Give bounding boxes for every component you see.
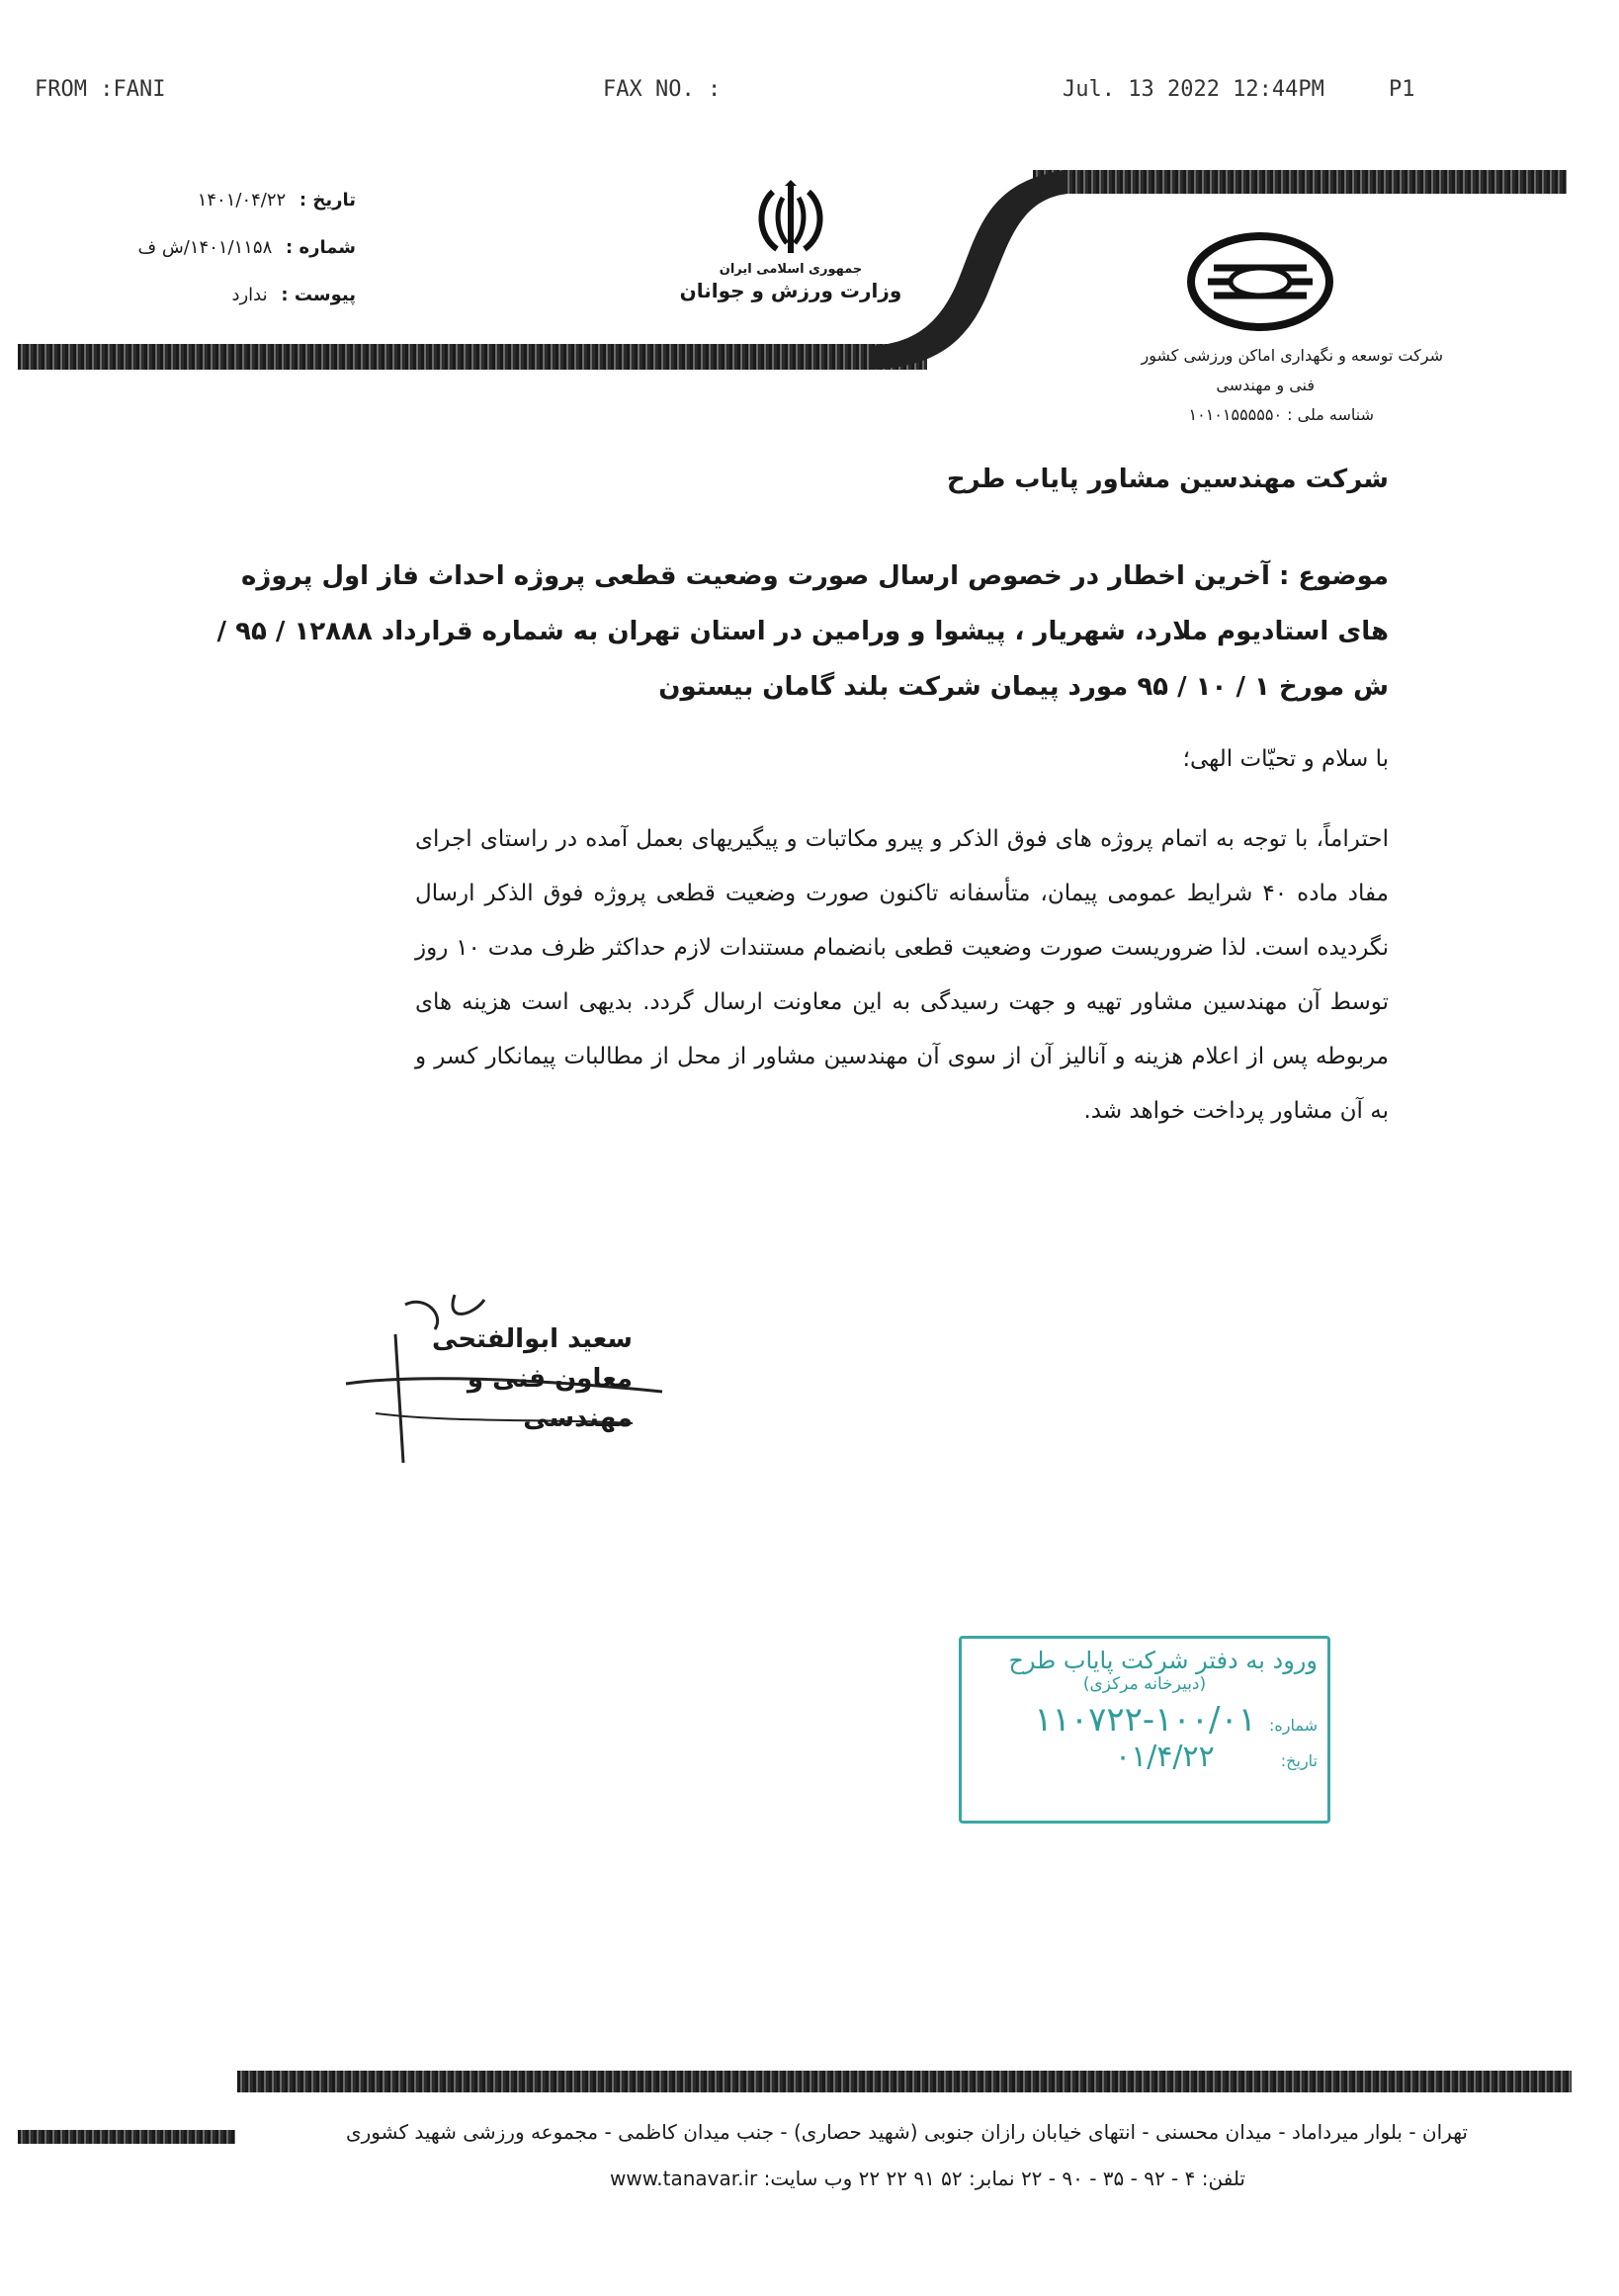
- header-stripe-right: [1033, 170, 1567, 194]
- fax-number: FAX NO. :: [603, 77, 722, 102]
- header-stripe-left: [18, 344, 927, 370]
- meta-attachment-row: [59, 285, 356, 305]
- iran-emblem-icon: [751, 180, 830, 259]
- meta-number-row: [59, 237, 356, 258]
- meta-date-label: تاریخ :: [298, 190, 356, 211]
- fax-page: P1: [1389, 77, 1415, 102]
- stamp-subtitle: (دبیرخانه مرکزی): [1082, 1674, 1207, 1694]
- letter-body: احتراماً، با توجه به اتمام پروژه های فوق الذکر و پیرو مکاتبات و پیگیریهای بعمل آمده در راستای اجرای مفاد ماده ۴۰ شرایط عمومی پیمان، متأسفانه تاکنون صورت وضعیت قطعی پروژه فوق الذکر ارسال نگردیده است. لذا ضروریست صورت وضعیت قطعی بانضمام مستندات لازم حداکثر ظرف مدت ۱۰ روز توسط آن مهندسین مشاور تهیه و جهت رسیدگی به این معاونت ارسال گردد. بدیهی است هزینه های مربوطه پس از اعلام هزینه و آنالیز آن از سوی آن مهندسین مشاور از محل از مطالبات پیمانکار کسر و به آن مشاور پرداخت خواهد شد.: [415, 826, 1390, 1124]
- company-logo-icon: [1186, 232, 1334, 331]
- meta-date-value: ۱۴۰۱/۰۴/۲۲: [197, 190, 287, 211]
- company-dept: فنی و مهندسی: [1216, 376, 1315, 394]
- recipient: شرکت مهندسین مشاور پایاب طرح: [946, 465, 1389, 494]
- received-stamp: [959, 1636, 1330, 1824]
- fax-header: [30, 69, 1413, 109]
- ministry-title: وزارت ورزش و جوانان: [679, 279, 902, 302]
- meta-number-label: شماره :: [286, 237, 356, 258]
- stamp-number-label: شماره:: [1268, 1716, 1318, 1735]
- signatory-title: معاون فنی و مهندسی: [467, 1364, 633, 1433]
- footer-contact: تلفن: ۴ - ۹۲ - ۳۵ - ۹۰ - ۲۲ نمابر: ۵۲ ۹۱ ۲۲ ۲۲ وب سایت: www.tanavar.ir: [610, 2167, 1245, 2190]
- ministry-name-block: [672, 262, 909, 302]
- footer-stripe-top: [237, 2071, 1572, 2092]
- company-name: شرکت توسعه و نگهداری اماکن ورزشی کشور: [1141, 346, 1443, 365]
- company-info: [1067, 341, 1443, 430]
- stamp-number-row: [972, 1700, 1318, 1740]
- salutation: با سلام و تحیّات الهی؛: [1182, 746, 1389, 772]
- stamp-title: ورود به دفتر شرکت پایاب طرح: [1008, 1647, 1318, 1674]
- fax-datetime: Jul. 13 2022 12:44PM: [1063, 77, 1324, 102]
- stamp-number-value: ۱۰۰/۰۱-۱۱۰۷۲۲: [1034, 1700, 1256, 1740]
- footer-stripe-left: [18, 2130, 235, 2144]
- letter-subject: موضوع : آخرین اخطار در خصوص ارسال صورت وضعیت قطعی پروژه احداث فاز اول پروژه های استادیوم ملارد، شهریار ، پیشوا و ورامین در استان تهران به شماره قرارداد ۱۲۸۸۸ / ۹۵ / ش مورخ ۱ / ۱۰ / ۹۵ مورد پیمان شرکت بلند گامان بیستون: [216, 561, 1389, 702]
- stamp-date-value: ۰۱/۴/۲۲: [1114, 1740, 1215, 1774]
- meta-attachment-label: پیوست :: [281, 285, 356, 305]
- signatory-name: سعید ابوالفتحی: [432, 1324, 633, 1354]
- fax-from: FROM :FANI: [35, 77, 166, 102]
- ministry-country: جمهوری اسلامی ایران: [719, 262, 863, 277]
- stamp-date-label: تاریخ:: [1280, 1751, 1318, 1770]
- signature-block: [376, 1319, 633, 1438]
- meta-date-row: [59, 190, 356, 211]
- meta-attachment-value: ندارد: [231, 285, 268, 305]
- company-national-id: شناسه ملی : ۱۰۱۰۱۵۵۵۵۵۰: [1188, 405, 1374, 424]
- stamp-date-row: [972, 1740, 1318, 1774]
- meta-number-value: ۱۴۰۱/۱۱۵۸/ش ف: [137, 237, 273, 258]
- footer-address: تهران - بلوار میرداماد - میدان محسنی - انتهای خیابان رازان جنوبی (شهید حصاری) - جنب میدان کاظمی - مجموعه ورزشی شهید کشوری: [345, 2120, 1468, 2144]
